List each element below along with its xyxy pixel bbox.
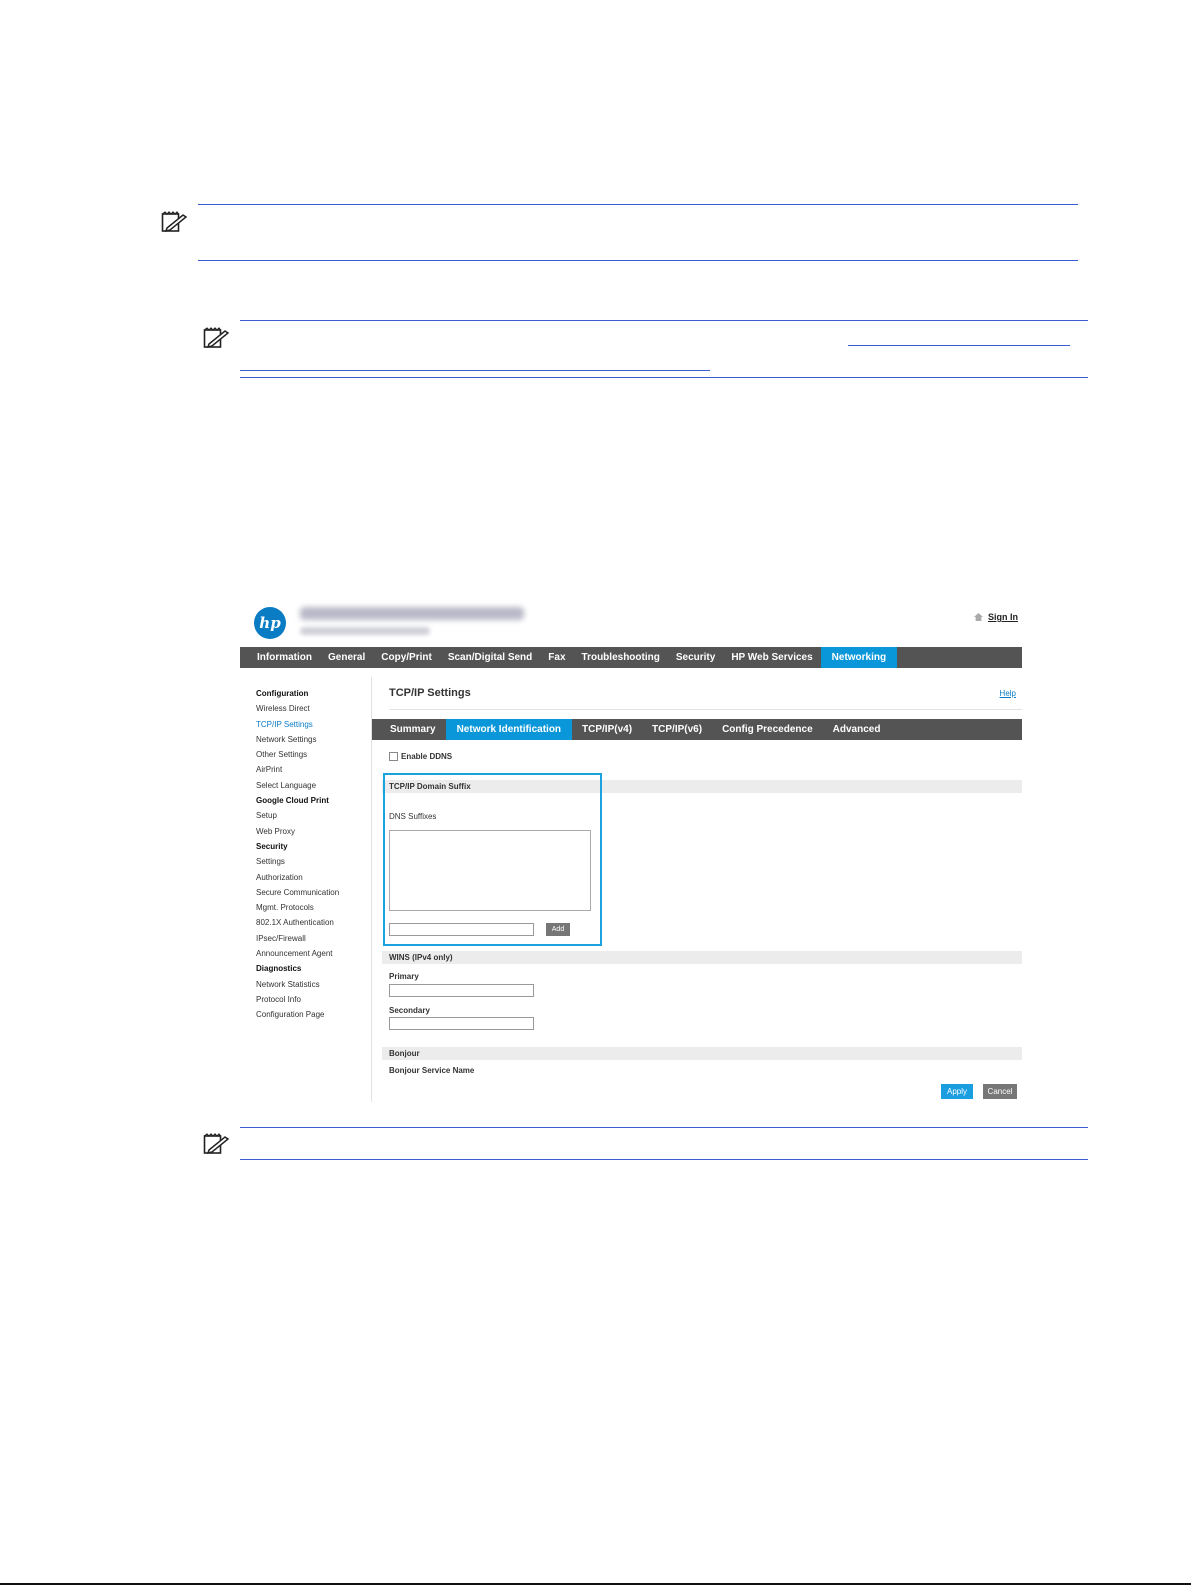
- note-rule-top-2: [240, 320, 1088, 321]
- secondary-input[interactable]: [389, 1017, 534, 1030]
- section-band: [382, 951, 1022, 964]
- sidebar-item-other-settings[interactable]: Other Settings: [256, 750, 308, 760]
- note-icon: [203, 1133, 229, 1155]
- sub-nav: [372, 719, 1022, 740]
- subtab-config-precedence[interactable]: Config Precedence: [722, 724, 813, 735]
- bonjour-service-name-label: Bonjour Service Name: [389, 1066, 475, 1075]
- note-icon: [203, 327, 229, 349]
- dns-suffixes-label: DNS Suffixes: [389, 812, 437, 821]
- tab-security[interactable]: Security: [675, 652, 716, 663]
- note-link-underline[interactable]: [848, 345, 1070, 346]
- help-link[interactable]: Help: [999, 689, 1016, 698]
- section-band: [382, 1047, 1022, 1060]
- sidebar-item-settings[interactable]: Settings: [256, 857, 285, 867]
- add-button[interactable]: Add: [546, 923, 570, 936]
- sidebar-item-select-language[interactable]: Select Language: [256, 780, 317, 790]
- note-rule-bottom-1: [198, 260, 1078, 261]
- sidebar-heading-diagnostics: Diagnostics: [256, 964, 302, 974]
- sidebar-item-announcement-agent[interactable]: Announcement Agent: [256, 949, 333, 959]
- sidebar-item-wireless-direct[interactable]: Wireless Direct: [256, 704, 310, 714]
- highlight-box: [383, 773, 602, 946]
- tab-general[interactable]: General: [328, 652, 366, 663]
- tab-hp-web-services[interactable]: HP Web Services: [731, 652, 813, 663]
- cancel-button[interactable]: Cancel: [983, 1084, 1017, 1099]
- subtab-tcp-ip-v4[interactable]: TCP/IP(v4): [582, 724, 633, 735]
- note-rule-bottom-2: [240, 377, 1088, 378]
- tab-fax[interactable]: Fax: [548, 652, 566, 663]
- sidebar-divider: [371, 677, 372, 1102]
- note-rule-bottom-3: [240, 1159, 1088, 1160]
- tab-copy-print[interactable]: Copy/Print: [381, 652, 432, 663]
- ews-screenshot: [240, 597, 1022, 1107]
- apply-button[interactable]: Apply: [941, 1084, 973, 1099]
- domain-suffix-header: TCP/IP Domain Suffix: [389, 782, 471, 791]
- subtab-advanced[interactable]: Advanced: [832, 724, 881, 735]
- subtab-summary[interactable]: Summary: [390, 724, 436, 735]
- sidebar-heading-configuration: Configuration: [256, 689, 309, 698]
- subtab-network-identification[interactable]: Network Identification: [446, 719, 572, 740]
- product-name-blurred: [300, 607, 524, 620]
- top-nav: [240, 647, 1022, 668]
- sidebar-item-network-settings[interactable]: Network Settings: [256, 734, 317, 744]
- sidebar-item-authorization[interactable]: Authorization: [256, 872, 303, 882]
- page-title: TCP/IP Settings: [389, 687, 471, 699]
- sign-in-link[interactable]: [974, 612, 1018, 622]
- tab-networking[interactable]: Networking: [821, 647, 897, 668]
- sidebar-item-protocol-info[interactable]: Protocol Info: [256, 994, 301, 1004]
- primary-label: Primary: [389, 972, 419, 981]
- sidebar-item-secure-communication[interactable]: Secure Communication: [256, 887, 340, 897]
- note-icon: [161, 211, 187, 233]
- sidebar-item-configuration-page[interactable]: Configuration Page: [256, 1010, 325, 1020]
- enable-ddns-row[interactable]: [389, 752, 452, 761]
- sidebar: [256, 686, 366, 1023]
- sidebar-item-tcp-ip-settings[interactable]: TCP/IP Settings: [256, 719, 313, 729]
- sidebar-item-setup[interactable]: Setup: [256, 811, 277, 821]
- tab-scan-digital-send[interactable]: Scan/Digital Send: [447, 652, 533, 663]
- sidebar-item-mgmt-protocols[interactable]: Mgmt. Protocols: [256, 903, 314, 913]
- sidebar-item-ipsec-firewall[interactable]: IPsec/Firewall: [256, 933, 306, 943]
- enable-ddns-checkbox[interactable]: [389, 752, 398, 761]
- tab-troubleshooting[interactable]: Troubleshooting: [581, 652, 660, 663]
- primary-input[interactable]: [389, 984, 534, 997]
- sidebar-heading-security: Security: [256, 841, 288, 851]
- enable-ddns-label: Enable DDNS: [401, 752, 453, 761]
- wins-header: WINS (IPv4 only): [389, 953, 453, 962]
- note-link-underline[interactable]: [240, 370, 710, 371]
- home-icon: [974, 613, 983, 621]
- sidebar-heading-google-cloud-print: Google Cloud Print: [256, 796, 329, 806]
- note-rule-top-1: [198, 204, 1078, 205]
- subtab-tcp-ip-v6[interactable]: TCP/IP(v6): [652, 724, 703, 735]
- bonjour-header: Bonjour: [389, 1049, 420, 1058]
- sidebar-item-airprint[interactable]: AirPrint: [256, 765, 283, 775]
- sign-in-label[interactable]: Sign In: [988, 612, 1018, 622]
- product-ip-blurred: [300, 627, 430, 635]
- title-divider: [389, 709, 1022, 710]
- sidebar-item-web-proxy[interactable]: Web Proxy: [256, 826, 295, 836]
- sidebar-item-network-statistics[interactable]: Network Statistics: [256, 979, 320, 989]
- tab-information[interactable]: Information: [257, 652, 312, 663]
- secondary-label: Secondary: [389, 1006, 430, 1015]
- hp-logo: hp: [254, 607, 286, 639]
- note-rule-top-3: [240, 1127, 1088, 1128]
- sidebar-item-802-1x-authentication[interactable]: 802.1X Authentication: [256, 918, 334, 928]
